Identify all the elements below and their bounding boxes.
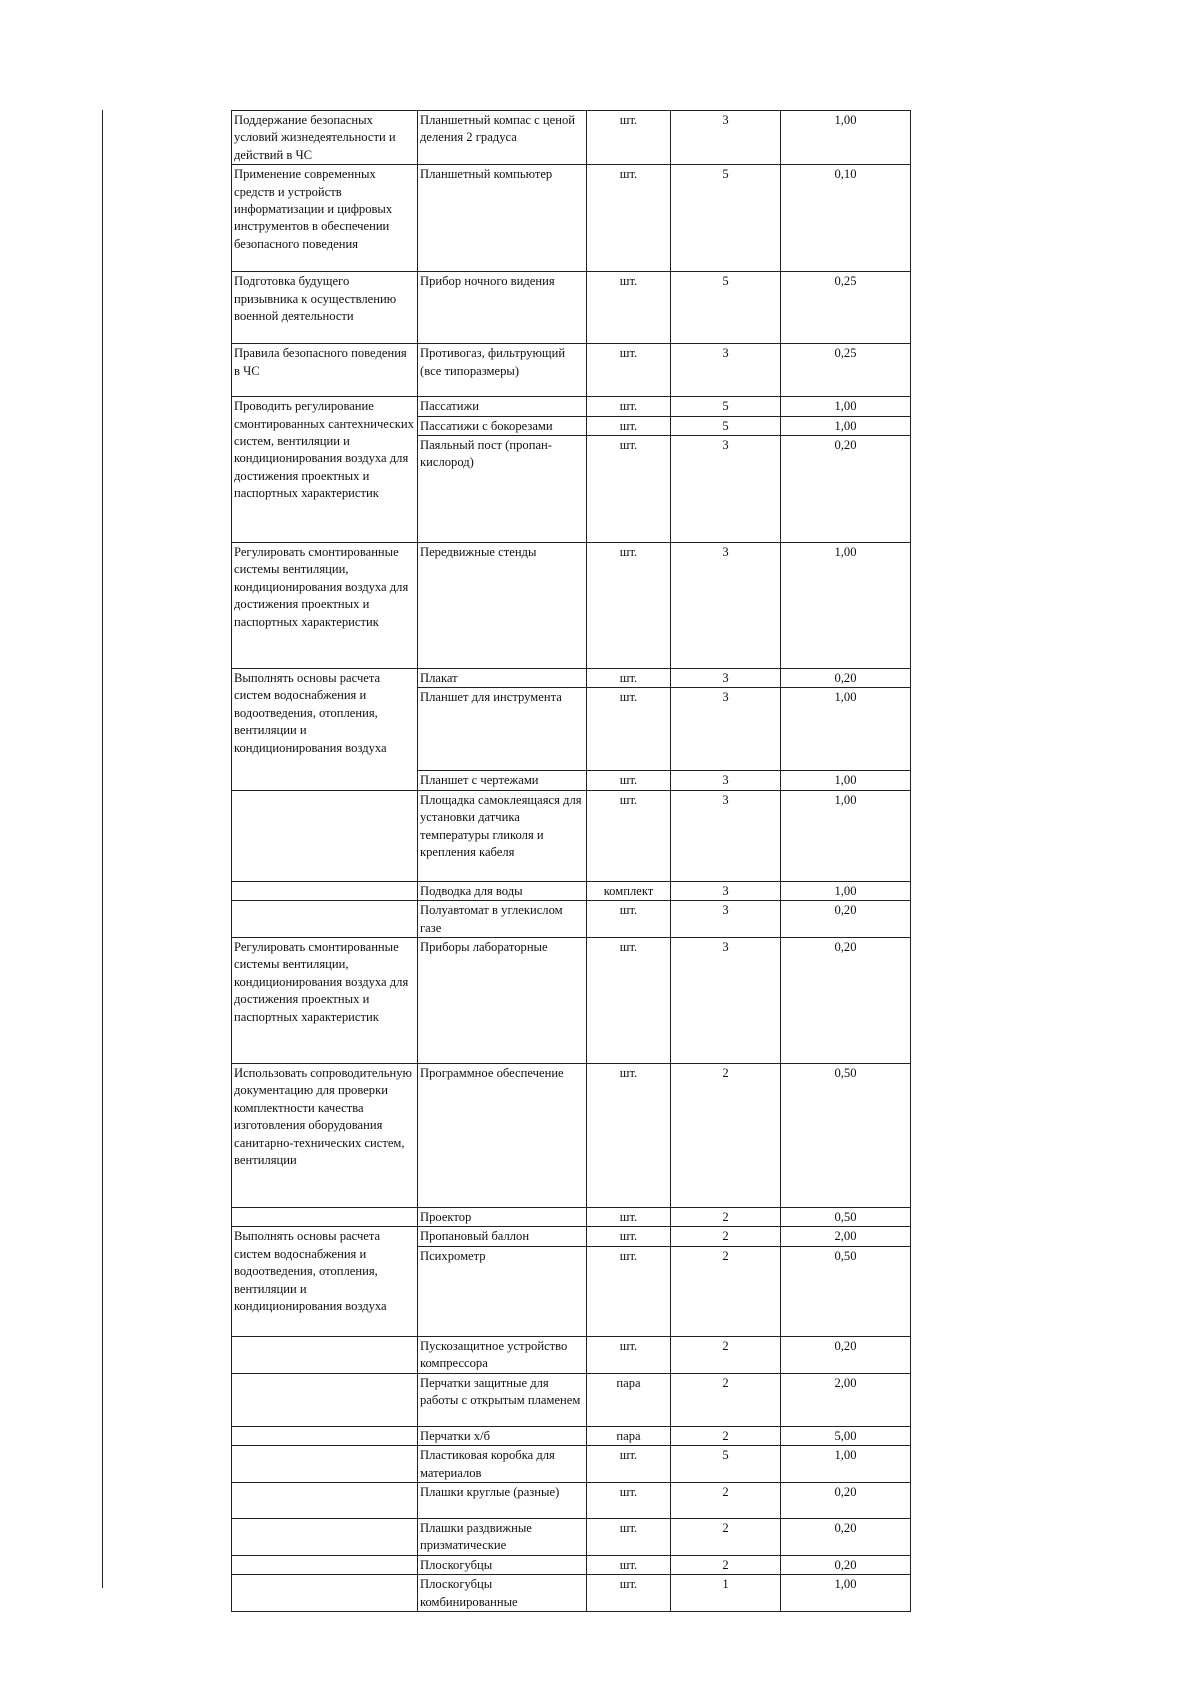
- quantity-cell: 3: [671, 669, 781, 688]
- ratio-cell: 0,20: [781, 436, 911, 543]
- unit-cell: пара: [587, 1426, 671, 1445]
- equipment-name: Пластиковая коробка для материалов: [418, 1446, 587, 1483]
- equipment-name: Планшетный компьютер: [418, 165, 587, 272]
- unit-cell: шт.: [587, 669, 671, 688]
- quantity-cell: 2: [671, 1518, 781, 1555]
- ratio-cell: 0,20: [781, 1482, 911, 1518]
- quantity-cell: 3: [671, 111, 781, 165]
- competency-cell: [232, 1208, 418, 1227]
- ratio-cell: 0,20: [781, 901, 911, 938]
- unit-cell: шт.: [587, 272, 671, 344]
- competency-cell: [232, 1518, 418, 1555]
- unit-cell: шт.: [587, 688, 671, 771]
- table-row: [232, 938, 911, 1064]
- table-row: [232, 1446, 911, 1483]
- table-row: [232, 165, 911, 272]
- quantity-cell: 2: [671, 1208, 781, 1227]
- competency-cell: [232, 1555, 418, 1574]
- quantity-cell: 1: [671, 1575, 781, 1612]
- ratio-cell: 0,25: [781, 344, 911, 397]
- competency-cell: Поддержание безопасных условий жизнедеятельности и действий в ЧС: [232, 111, 418, 165]
- ratio-cell: 1,00: [781, 771, 911, 790]
- competency-cell: Регулировать смонтированные системы вентиляции, кондиционирования воздуха для достижения проектных и паспортных характеристик: [232, 938, 418, 1064]
- ratio-cell: 1,00: [781, 790, 911, 881]
- table-row: [232, 1208, 911, 1227]
- competency-cell: Регулировать смонтированные системы вентиляции, кондиционирования воздуха для достижения проектных и паспортных характеристик: [232, 543, 418, 669]
- unit-cell: шт.: [587, 344, 671, 397]
- ratio-cell: 1,00: [781, 1446, 911, 1483]
- competency-cell: [232, 1336, 418, 1373]
- unit-cell: шт.: [587, 111, 671, 165]
- equipment-name: Подводка для воды: [418, 881, 587, 900]
- equipment-name: Планшетный компас с ценой деления 2 градуса: [418, 111, 587, 165]
- quantity-cell: 5: [671, 272, 781, 344]
- competency-cell: Проводить регулирование смонтированных сантехнических систем, вентиляции и кондиционирования воздуха для достижения проектных и паспортных характеристик: [232, 397, 418, 543]
- equipment-name: Пассатижи: [418, 397, 587, 416]
- quantity-cell: 2: [671, 1246, 781, 1336]
- unit-cell: шт.: [587, 397, 671, 416]
- equipment-name: Планшет с чертежами: [418, 771, 587, 790]
- equipment-name: Пускозащитное устройство компрессора: [418, 1336, 587, 1373]
- unit-cell: шт.: [587, 436, 671, 543]
- quantity-cell: 3: [671, 881, 781, 900]
- ratio-cell: 0,50: [781, 1208, 911, 1227]
- competency-cell: Использовать сопроводительную документацию для проверки комплектности качества изготовления оборудования санитарно-технических систем, вентиляции: [232, 1064, 418, 1208]
- competency-cell: [232, 881, 418, 900]
- equipment-name: Противогаз, фильтрующий (все типоразмеры): [418, 344, 587, 397]
- equipment-name: Программное обеспечение: [418, 1064, 587, 1208]
- equipment-name: Передвижные стенды: [418, 543, 587, 669]
- table-row: [232, 111, 911, 165]
- competency-cell: [232, 901, 418, 938]
- quantity-cell: 3: [671, 543, 781, 669]
- equipment-name: Паяльный пост (пропан-кислород): [418, 436, 587, 543]
- ratio-cell: 0,20: [781, 1336, 911, 1373]
- equipment-name: Прибор ночного видения: [418, 272, 587, 344]
- table-row: [232, 881, 911, 900]
- unit-cell: шт.: [587, 1227, 671, 1246]
- equipment-name: Плакат: [418, 669, 587, 688]
- quantity-cell: 3: [671, 771, 781, 790]
- unit-cell: шт.: [587, 1482, 671, 1518]
- table-row: [232, 344, 911, 397]
- competency-cell: [232, 1373, 418, 1426]
- equipment-name: Приборы лабораторные: [418, 938, 587, 1064]
- quantity-cell: 3: [671, 790, 781, 881]
- unit-cell: шт.: [587, 1518, 671, 1555]
- quantity-cell: 3: [671, 901, 781, 938]
- unit-cell: шт.: [587, 416, 671, 435]
- ratio-cell: 2,00: [781, 1373, 911, 1426]
- unit-cell: шт.: [587, 1336, 671, 1373]
- unit-cell: шт.: [587, 1446, 671, 1483]
- quantity-cell: 3: [671, 688, 781, 771]
- table-row: [232, 901, 911, 938]
- ratio-cell: 0,50: [781, 1064, 911, 1208]
- equipment-name: Психрометр: [418, 1246, 587, 1336]
- ratio-cell: 1,00: [781, 111, 911, 165]
- table-row: [232, 1373, 911, 1426]
- equipment-name: Плашки раздвижные призматические: [418, 1518, 587, 1555]
- ratio-cell: 0,20: [781, 938, 911, 1064]
- competency-cell: [232, 1575, 418, 1612]
- ratio-cell: 5,00: [781, 1426, 911, 1445]
- quantity-cell: 2: [671, 1555, 781, 1574]
- unit-cell: шт.: [587, 543, 671, 669]
- equipment-name: Перчатки защитные для работы с открытым пламенем: [418, 1373, 587, 1426]
- table-row: [232, 1336, 911, 1373]
- competency-cell: Правила безопасного поведения в ЧС: [232, 344, 418, 397]
- table-row: [232, 543, 911, 669]
- ratio-cell: 1,00: [781, 397, 911, 416]
- table-row: [232, 790, 911, 881]
- quantity-cell: 2: [671, 1227, 781, 1246]
- equipment-name: Площадка самоклеящаяся для установки датчика температуры гликоля и крепления кабеля: [418, 790, 587, 881]
- quantity-cell: 3: [671, 436, 781, 543]
- quantity-cell: 2: [671, 1373, 781, 1426]
- ratio-cell: 0,10: [781, 165, 911, 272]
- ratio-cell: 0,20: [781, 1518, 911, 1555]
- equipment-name: Пропановый баллон: [418, 1227, 587, 1246]
- unit-cell: шт.: [587, 1064, 671, 1208]
- unit-cell: шт.: [587, 1555, 671, 1574]
- competency-cell: [232, 1482, 418, 1518]
- competency-cell: Подготовка будущего призывника к осуществлению военной деятельности: [232, 272, 418, 344]
- ratio-cell: 0,50: [781, 1246, 911, 1336]
- unit-cell: комплект: [587, 881, 671, 900]
- table-row: [232, 1555, 911, 1574]
- unit-cell: шт.: [587, 790, 671, 881]
- equipment-name: Полуавтомат в углекислом газе: [418, 901, 587, 938]
- table-row: [232, 1064, 911, 1208]
- quantity-cell: 5: [671, 397, 781, 416]
- competency-cell: Применение современных средств и устройств информатизации и цифровых инструментов в обеспечении безопасного поведения: [232, 165, 418, 272]
- quantity-cell: 2: [671, 1336, 781, 1373]
- equipment-name: Перчатки х/б: [418, 1426, 587, 1445]
- ratio-cell: 1,00: [781, 688, 911, 771]
- table-row: [232, 1575, 911, 1612]
- competency-cell: [232, 1426, 418, 1445]
- equipment-name: Пассатижи с бокорезами: [418, 416, 587, 435]
- ratio-cell: 2,00: [781, 1227, 911, 1246]
- equipment-table: [231, 110, 911, 1612]
- quantity-cell: 2: [671, 1426, 781, 1445]
- quantity-cell: 2: [671, 1482, 781, 1518]
- equipment-name: Плашки круглые (разные): [418, 1482, 587, 1518]
- competency-cell: Выполнять основы расчета систем водоснабжения и водоотведения, отопления, вентиляции и кондиционирования воздуха: [232, 669, 418, 791]
- ratio-cell: 1,00: [781, 881, 911, 900]
- equipment-name: Плоскогубцы комбинированные: [418, 1575, 587, 1612]
- quantity-cell: 5: [671, 416, 781, 435]
- table-row: [232, 397, 911, 416]
- ratio-cell: 1,00: [781, 543, 911, 669]
- ratio-cell: 1,00: [781, 416, 911, 435]
- competency-cell: [232, 1446, 418, 1483]
- unit-cell: шт.: [587, 165, 671, 272]
- ratio-cell: 0,20: [781, 669, 911, 688]
- equipment-name: Планшет для инструмента: [418, 688, 587, 771]
- table-row: [232, 1426, 911, 1445]
- unit-cell: пара: [587, 1373, 671, 1426]
- table-row: [232, 669, 911, 688]
- quantity-cell: 3: [671, 344, 781, 397]
- table-row: [232, 272, 911, 344]
- unit-cell: шт.: [587, 1208, 671, 1227]
- unit-cell: шт.: [587, 938, 671, 1064]
- unit-cell: шт.: [587, 1575, 671, 1612]
- table-row: [232, 1482, 911, 1518]
- ratio-cell: 0,25: [781, 272, 911, 344]
- unit-cell: шт.: [587, 771, 671, 790]
- quantity-cell: 5: [671, 165, 781, 272]
- table-row: [232, 1227, 911, 1246]
- table-row: [232, 1518, 911, 1555]
- unit-cell: шт.: [587, 901, 671, 938]
- quantity-cell: 2: [671, 1064, 781, 1208]
- competency-cell: Выполнять основы расчета систем водоснабжения и водоотведения, отопления, вентиляции и кондиционирования воздуха: [232, 1227, 418, 1336]
- ratio-cell: 1,00: [781, 1575, 911, 1612]
- equipment-name: Плоскогубцы: [418, 1555, 587, 1574]
- page-margin-line: [102, 110, 103, 1588]
- ratio-cell: 0,20: [781, 1555, 911, 1574]
- equipment-name: Проектор: [418, 1208, 587, 1227]
- quantity-cell: 5: [671, 1446, 781, 1483]
- competency-cell: [232, 790, 418, 881]
- unit-cell: шт.: [587, 1246, 671, 1336]
- quantity-cell: 3: [671, 938, 781, 1064]
